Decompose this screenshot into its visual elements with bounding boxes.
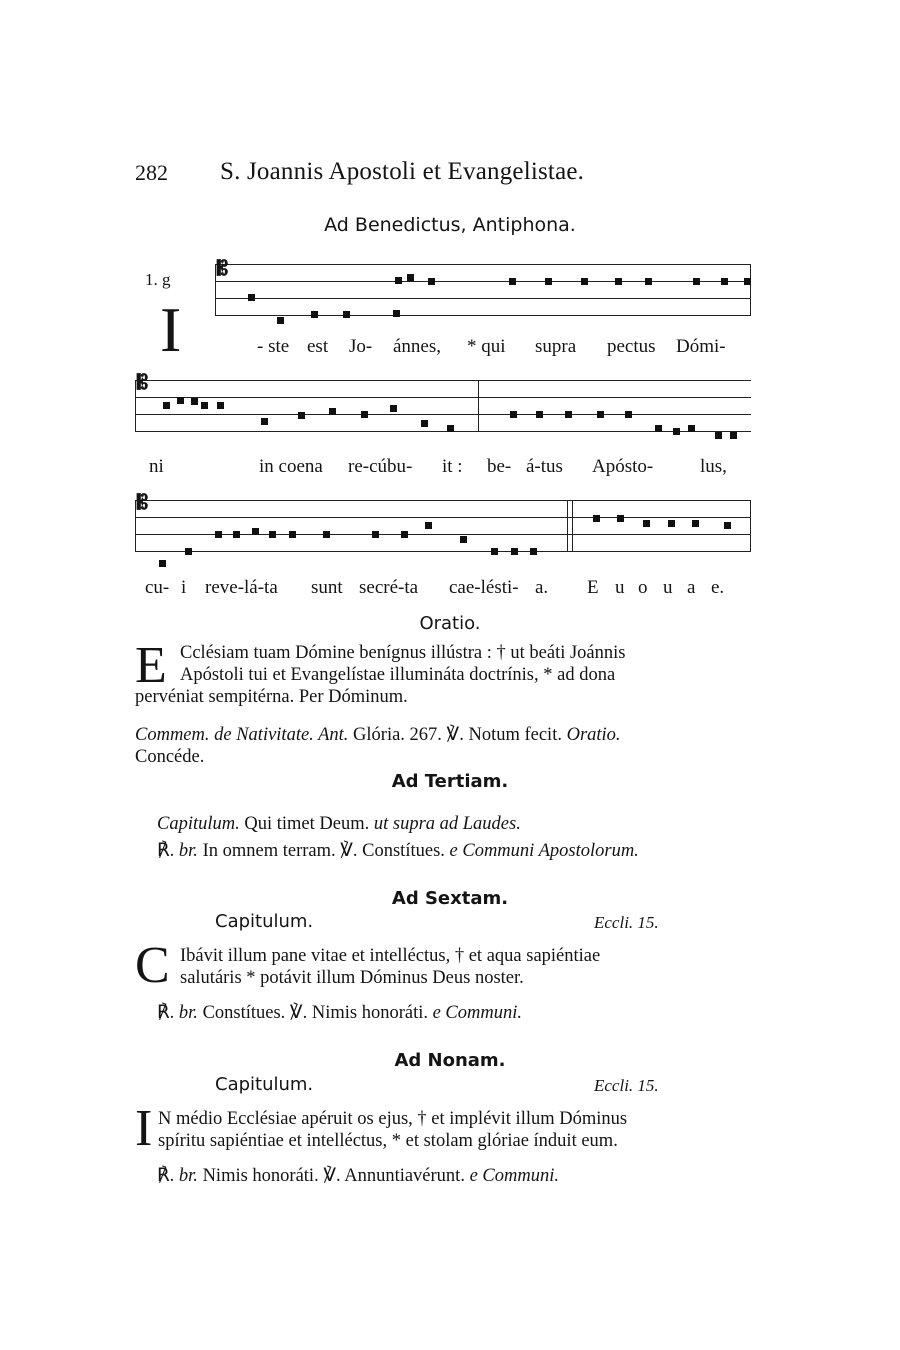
sexta-responsory: ℟. br. Constítues. ℣. Nimis honoráti. e Communi. (157, 1003, 523, 1023)
nona-line-1: N médio Ecclésiae apéruit os ejus, † et implévit illum Dóminus (158, 1109, 628, 1129)
nona-reference: Eccli. 15. (594, 1076, 659, 1095)
sexta-initial: C (135, 937, 170, 994)
tertia-capitulum: Capitulum. Qui timet Deum. ut supra ad Laudes. (157, 814, 521, 834)
sexta-reference: Eccli. 15. (594, 913, 659, 932)
nona-heading: Ad Nonam. (394, 1050, 506, 1071)
oratio-heading: Oratio. (419, 613, 481, 634)
lyrics-line-3: cu- i reve-lá-ta sunt secré-ta cae-lésti- a. E u o u a e. (145, 577, 725, 598)
antiphon-heading: Ad Benedictus, Antiphona. (324, 214, 576, 236)
oratio-line-2: Apóstoli tui et Evangelístae illumináta doctrínis, * ad dona (180, 665, 616, 685)
lyrics-line-2: ni in coena re-cúbu- it : be- á-tus Apósto- lus, (149, 456, 727, 477)
oratio-line-1: Cclésiam tuam Dómine benígnus illústra : † ut beáti Joánnis (180, 643, 626, 663)
commemoration-line-2: Concéde. (135, 747, 205, 767)
sexta-line-2: salutáris * potávit illum Dóminus Deus noster. (180, 968, 524, 988)
nona-capitulum-label: Capitulum. (215, 1074, 314, 1095)
sexta-capitulum-label: Capitulum. (215, 911, 314, 932)
oratio-initial: E (135, 637, 167, 694)
page-number: 282 (135, 160, 168, 185)
nona-initial: I (135, 1100, 153, 1157)
nona-line-2: spíritu sapiéntiae et intelléctus, * et stolam glóriae índuit eum. (158, 1131, 618, 1151)
c-clef-icon: 𝄡 (137, 492, 149, 514)
nona-responsory: ℟. br. Nimis honoráti. ℣. Annuntiavérunt. e Communi. (157, 1166, 559, 1186)
chant-staff-2 (135, 372, 751, 432)
sexta-heading: Ad Sextam. (391, 888, 509, 909)
oratio-line-3: pervéniat sempitérna. Per Dóminum. (135, 687, 408, 707)
chant-staff-3 (135, 492, 751, 552)
lyrics-line-1: - ste est Jo- ánnes, * qui supra pectus Dómi- (257, 336, 726, 357)
c-clef-icon: 𝄡 (137, 372, 149, 394)
c-clef-icon: 𝄡 (217, 258, 229, 280)
tertia-heading: Ad Tertiam. (391, 771, 509, 792)
commemoration-line: Commem. de Nativitate. Ant. Glória. 267. ℣. Notum fecit. Oratio. (135, 725, 621, 745)
running-title: S. Joannis Apostoli et Evangelistae. (220, 158, 585, 185)
chant-staff-1 (215, 258, 751, 316)
tertia-responsory: ℟. br. In omnem terram. ℣. Constítues. e Communi Apostolorum. (157, 841, 639, 861)
antiphon-initial: I (160, 294, 182, 365)
mode-label: 1. g (145, 270, 171, 289)
sexta-line-1: Ibávit illum pane vitae et intelléctus, † et aqua sapiéntiae (180, 946, 601, 966)
